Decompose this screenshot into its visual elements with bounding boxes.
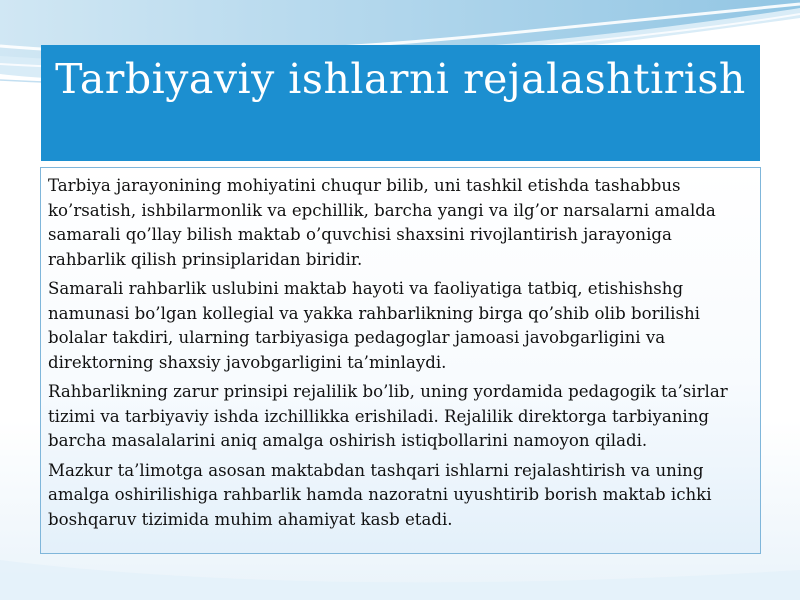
paragraph-1: Tarbiya jarayonining mohiyatini chuqur bilib, uni tashkil etishda tashabbus ko’rsatish, ishbilarmonlik va epchillik, barcha yangi va ilg’or narsalarni amalda samarali qo’llay bilish maktab o’quvchisi shaxsini rivojlantirish jarayoniga rahbarlik qilish prinsiplaridan biridir. [48, 176, 716, 269]
slide-title-banner [41, 45, 760, 161]
slide-content-box [40, 167, 761, 554]
slide-title: Tarbiyaviy ishlarni rejalashtirish [55, 55, 746, 103]
paragraph-2: Samarali rahbarlik uslubini maktab hayoti va faoliyatiga tatbiq, etishishshg namunasi bo’lgan kollegial va yakka rahbarlikning birga qo’shib olib borilishi bolalar takdiri, ularning tarbiyasiga pedagoglar jamoasi javobgarligini va direktorning shaxsiy javobgarligini ta’minlaydi. [48, 279, 700, 372]
paragraph-4: Mazkur ta’limotga asosan maktabdan tashqari ishlarni rejalashtirish va uning amalga oshirilishiga rahbarlik hamda nazoratni uyushtirib borish maktab ichki boshqaruv tizimida muhim ahamiyat kasb etadi. [48, 460, 712, 529]
paragraph-3: Rahbarlikning zarur prinsipi rejalilik bo’lib, uning yordamida pedagogik ta’sirlar tizimi va tarbiyaviy ishda izchillikka erishiladi. Rejalilik direktorga tarbiyaning barcha masalalarini aniq amalga oshirish istiqbollarini namoyon qiladi. [48, 382, 728, 450]
